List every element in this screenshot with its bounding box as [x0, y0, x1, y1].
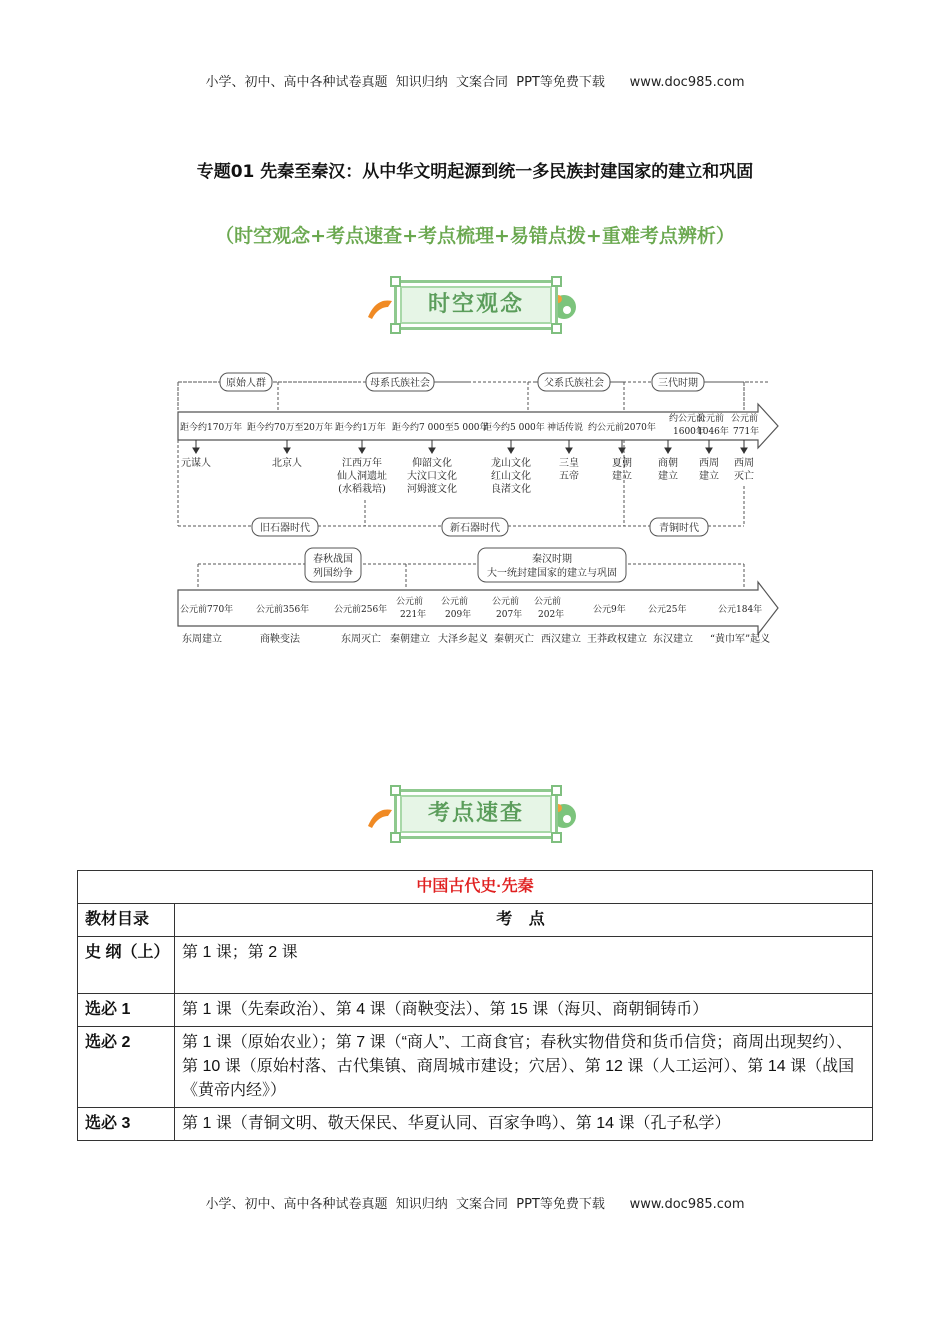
date2-3: 公元前256年 [334, 605, 388, 615]
date-5: 距今约5 000年 [483, 423, 545, 433]
row-points: 第 1 课；第 2 课 [175, 937, 873, 994]
col-header-book: 教材目录 [78, 904, 175, 937]
event-3b: 仙人洞遗址 [337, 471, 387, 482]
date-7: 约公元前2070年 [588, 423, 656, 433]
row-book: 史 纲（上） [78, 937, 175, 994]
event-5c: 良渚文化 [491, 484, 531, 495]
date2-4a: 公元前 [396, 597, 424, 607]
event2-1: 东周建立 [182, 634, 222, 645]
row-points: 第 1 课（先秦政治）、第 4 课（商鞅变法）、第 15 课（海贝、商朝铜铸币） [175, 994, 873, 1027]
timeline-svg [170, 368, 786, 658]
period-top-4: 三代时期 [658, 378, 698, 389]
event2-4: 秦朝建立 [390, 634, 430, 645]
table-row [78, 937, 873, 994]
row-book: 选必 3 [78, 1108, 175, 1141]
period-bottom-3: 青铜时代 [659, 523, 699, 534]
table-caption: 中国古代史·先秦 [78, 871, 873, 904]
event2-9: 东汉建立 [653, 634, 693, 645]
date2-8: 公元9年 [593, 605, 626, 615]
table-row [78, 994, 873, 1027]
period-top-2: 母系氏族社会 [370, 378, 430, 389]
event-3a: 江西万年 [342, 458, 382, 469]
date-6: 神话传说 [547, 423, 584, 433]
period2-1b: 列国纷争 [313, 568, 353, 579]
date2-5a: 公元前 [441, 597, 469, 607]
event-9a: 西周 [699, 458, 719, 469]
event-4a: 仰韶文化 [412, 458, 452, 469]
event-1: 元谋人 [181, 458, 211, 469]
banner-label-2: 考点速查 [427, 801, 524, 826]
date2-7a: 公元前 [534, 597, 562, 607]
event2-3: 东周灭亡 [341, 634, 381, 645]
date-9b: 1046年 [697, 427, 729, 437]
exam-points-table [77, 870, 873, 1141]
document-subtitle: （时空观念+考点速查+考点梳理+易错点拨+重难考点辨析） [215, 225, 735, 247]
row-points: 第 1 课（原始农业）；第 7 课（“商人”、工商食官；春秋实物借贷和货币信贷；商周出现契约）、第 10 课（原始村落、古代集镇、商周城市建设；穴居）、第 12 课（人工运河）、第 14 课（战国《黄帝内经》） [175, 1027, 873, 1108]
section-banner-quick-check [366, 786, 584, 848]
event-3c: (水稻栽培) [338, 484, 386, 495]
date2-4b: 221年 [400, 610, 427, 620]
event-6b: 五帝 [559, 471, 579, 482]
event-8b: 建立 [658, 471, 678, 482]
event2-7: 西汉建立 [541, 634, 581, 645]
event-4c: 河姆渡文化 [407, 484, 457, 495]
period2-1a: 春秋战国 [313, 554, 353, 565]
page-footer: 小学、初中、高中各种试卷真题 知识归纳 文案合同 PPT等免费下载 www.doc985.com [205, 1197, 745, 1212]
table-caption-row [78, 871, 873, 904]
section-banner-spacetime [366, 277, 584, 339]
event-10b: 灭亡 [734, 471, 754, 482]
event-10a: 西周 [734, 458, 754, 469]
event-6a: 三皇 [559, 458, 579, 469]
page-header: 小学、初中、高中各种试卷真题 知识归纳 文案合同 PPT等免费下载 www.doc985.com [205, 75, 745, 90]
date-1: 距今约170万年 [180, 423, 243, 433]
event-9b: 建立 [699, 471, 719, 482]
date-8b: 1600年 [673, 427, 705, 437]
date2-5b: 209年 [445, 610, 472, 620]
row-book: 选必 2 [78, 1027, 175, 1108]
date2-6a: 公元前 [492, 597, 520, 607]
table-row [78, 1027, 873, 1108]
date2-10: 公元184年 [718, 605, 763, 615]
date-4: 距今约7 000至5 000年 [392, 423, 489, 433]
event-4b: 大汶口文化 [407, 471, 457, 482]
period-top-3: 父系氏族社会 [544, 378, 604, 389]
date-9a: 公元前 [697, 414, 725, 424]
date2-6b: 207年 [496, 610, 523, 620]
table-row [78, 1108, 873, 1141]
period-bottom-1: 旧石器时代 [260, 523, 310, 534]
period-top-1: 原始人群 [226, 378, 266, 389]
event2-10: “黄巾军”起义 [709, 634, 771, 645]
row-points: 第 1 课（青铜文明、敬天保民、华夏认同、百家争鸣）、第 14 课（孔子私学） [175, 1108, 873, 1141]
period2-2a: 秦汉时期 [532, 554, 572, 565]
col-header-points: 考 点 [175, 904, 873, 937]
period2-2b: 大一统封建国家的建立与巩固 [487, 568, 617, 579]
period-bottom-2: 新石器时代 [450, 523, 500, 534]
table-header-row [78, 904, 873, 937]
banner-label: 时空观念 [427, 292, 524, 317]
event-5b: 红山文化 [491, 471, 531, 482]
date-10a: 公元前 [731, 414, 759, 424]
event2-2: 商鞅变法 [260, 634, 300, 645]
date2-2: 公元前356年 [256, 605, 310, 615]
row-book: 选必 1 [78, 994, 175, 1027]
date-10b: 771年 [733, 427, 760, 437]
banner-frame [394, 280, 558, 330]
event2-5: 大泽乡起义 [438, 634, 488, 645]
event-7b: 建立 [612, 471, 632, 482]
event-2: 北京人 [272, 458, 302, 469]
event2-6: 秦朝灭亡 [494, 634, 534, 645]
date2-7b: 202年 [538, 610, 565, 620]
date-8a: 约公元前 [669, 414, 706, 424]
date2-1: 公元前770年 [180, 605, 234, 615]
date-2: 距今约70万至20万年 [247, 423, 333, 433]
event2-8: 王莽政权建立 [587, 634, 647, 645]
brush-stroke-icon [368, 301, 392, 319]
history-timeline-figure [170, 368, 786, 658]
document-title: 专题01 先秦至秦汉：从中华文明起源到统一多民族封建国家的建立和巩固 [196, 162, 754, 182]
banner-frame-2 [394, 789, 558, 839]
event-5a: 龙山文化 [491, 458, 531, 469]
event-8a: 商朝 [658, 458, 678, 469]
date-3: 距今约1万年 [335, 423, 386, 433]
brush-stroke-icon [368, 810, 392, 828]
date2-9: 公元25年 [648, 605, 687, 615]
event-7a: 夏朝 [612, 458, 632, 469]
